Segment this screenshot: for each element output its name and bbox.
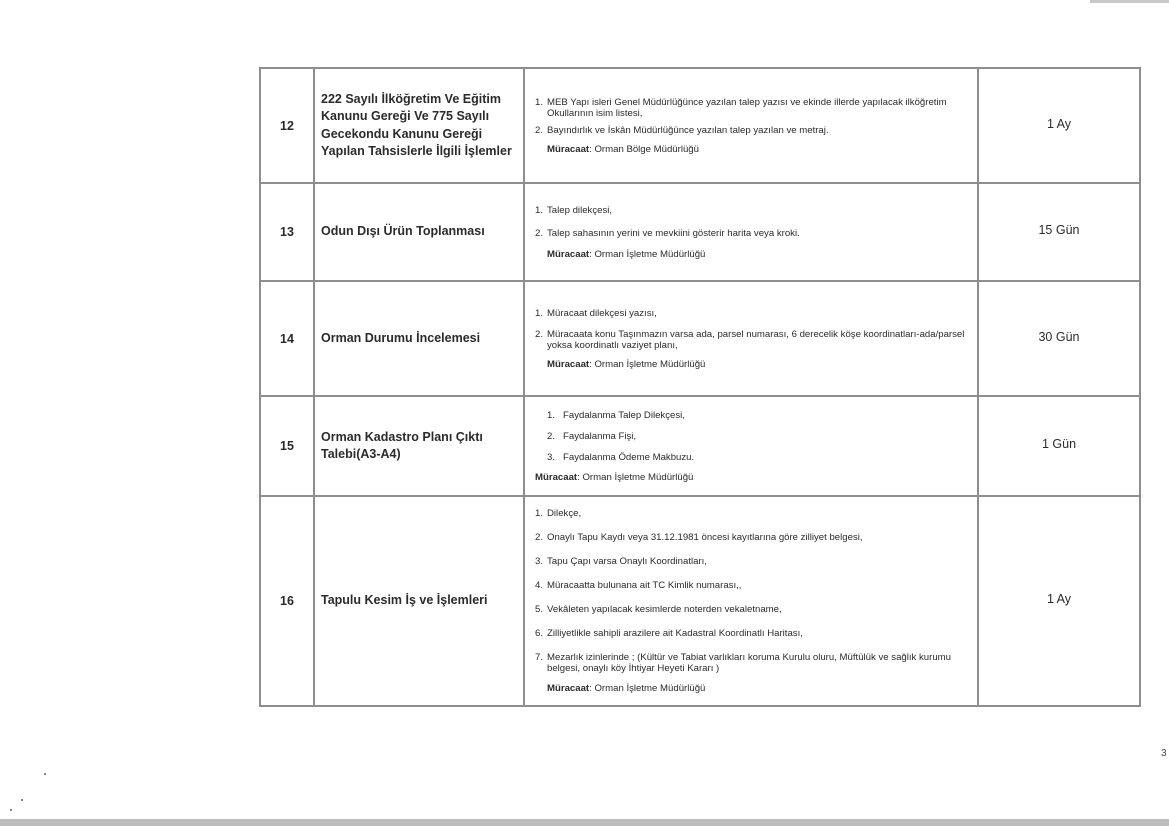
table-row [260, 496, 1140, 706]
service-title: Odun Dışı Ürün Toplanması [314, 183, 524, 281]
scan-edge-line [1090, 0, 1169, 3]
list-item: 2. Faydalanma Fişi, [547, 430, 637, 442]
row-number: 15 [260, 396, 314, 496]
required-documents [524, 396, 978, 496]
application-office: Müracaat: Orman İşletme Müdürlüğü [547, 248, 706, 260]
application-office: Müracaat: Orman Bölge Müdürlüğü [547, 143, 699, 155]
document-list [535, 308, 967, 351]
list-item: 2. Bayındırlık ve İskân Müdürlüğünce yazılan talep yazılan ve metraj. [535, 124, 829, 136]
required-documents [524, 183, 978, 281]
list-item: 3. Tapu Çapı varsa Onaylı Koordinatları, [535, 556, 707, 567]
duration: 15 Gün [978, 183, 1140, 281]
service-title: Orman Durumu İncelemesi [314, 281, 524, 396]
list-item: 2. Talep sahasının yerini ve mevkiini gösterir harita veya kroki. [535, 227, 800, 239]
list-item: 2. Müracaata konu Taşınmazın varsa ada, parsel numarası, 6 derecelik köşe koordinatları-ada/parsel yoksa koordinatlı vaziyet planı, [535, 328, 965, 351]
required-documents [524, 496, 978, 706]
list-item: 1. Faydalanma Talep Dilekçesi, [547, 409, 685, 421]
application-office: Müracaat: Orman İşletme Müdürlüğü [547, 683, 706, 694]
duration: 1 Ay [978, 496, 1140, 706]
services-table [259, 67, 1141, 707]
table-row [260, 396, 1140, 496]
table-row [260, 281, 1140, 396]
scan-speck [44, 773, 46, 775]
duration: 30 Gün [978, 281, 1140, 396]
duration: 1 Gün [978, 396, 1140, 496]
service-title: Tapulu Kesim İş ve İşlemleri [314, 496, 524, 706]
application-office: Müracaat: Orman İşletme Müdürlüğü [535, 471, 694, 483]
table-row [260, 68, 1140, 183]
list-item: 1. Müracaat dilekçesi yazısı, [535, 307, 657, 319]
list-item: 7. Mezarlık izinlerinde ; (Kültür ve Tabiat varlıkları koruma Kurulu oluru, Müftülük ve sağlık kurumu belgesi, onaylı köy İhtiyar Heyeti Kararı ) [535, 652, 951, 674]
document-list [535, 508, 967, 674]
application-office: Müracaat: Orman İşletme Müdürlüğü [547, 358, 706, 370]
list-item: 3. Faydalanma Ödeme Makbuzu. [547, 451, 695, 463]
list-item: 5. Vekâleten yapılacak kesimlerde noterden vekaletname, [535, 604, 782, 615]
row-number: 12 [260, 68, 314, 183]
row-number: 16 [260, 496, 314, 706]
duration: 1 Ay [978, 68, 1140, 183]
service-title: 222 Sayılı İlköğretim Ve Eğitim Kanunu Gereği Ve 775 Sayılı Gecekondu Kanunu Gereği Yapılan Tahsislerle İlgili İşlemler [314, 68, 524, 183]
document-list [535, 410, 967, 463]
row-number: 13 [260, 183, 314, 281]
page-number: 3 [1161, 748, 1167, 759]
list-item: 1. Talep dilekçesi, [535, 204, 613, 216]
list-item: 1. MEB Yapı isleri Genel Müdürlüğünce yazılan talep yazısı ve ekinde illerde yapılacak ilköğretim Okullarının isim listesi, [535, 96, 947, 119]
scan-speck [10, 809, 12, 811]
table-row [260, 183, 1140, 281]
row-number: 14 [260, 281, 314, 396]
document-list [535, 205, 967, 239]
list-item: 1. Dilekçe, [535, 508, 582, 519]
scan-speck [21, 799, 23, 801]
required-documents [524, 68, 978, 183]
list-item: 2. Onaylı Tapu Kaydı veya 31.12.1981 öncesi kayıtlarına göre zilliyet belgesi, [535, 532, 863, 543]
service-title: Orman Kadastro Planı Çıktı Talebi(A3-A4) [314, 396, 524, 496]
scan-bottom-edge [0, 819, 1169, 826]
list-item: 6. Zilliyetlikle sahipli arazilere ait Kadastral Koordinatlı Haritası, [535, 628, 803, 639]
list-item: 4. Müracaatta bulunana ait TC Kimlik numarası,, [535, 580, 742, 591]
document-list [535, 97, 967, 136]
required-documents [524, 281, 978, 396]
